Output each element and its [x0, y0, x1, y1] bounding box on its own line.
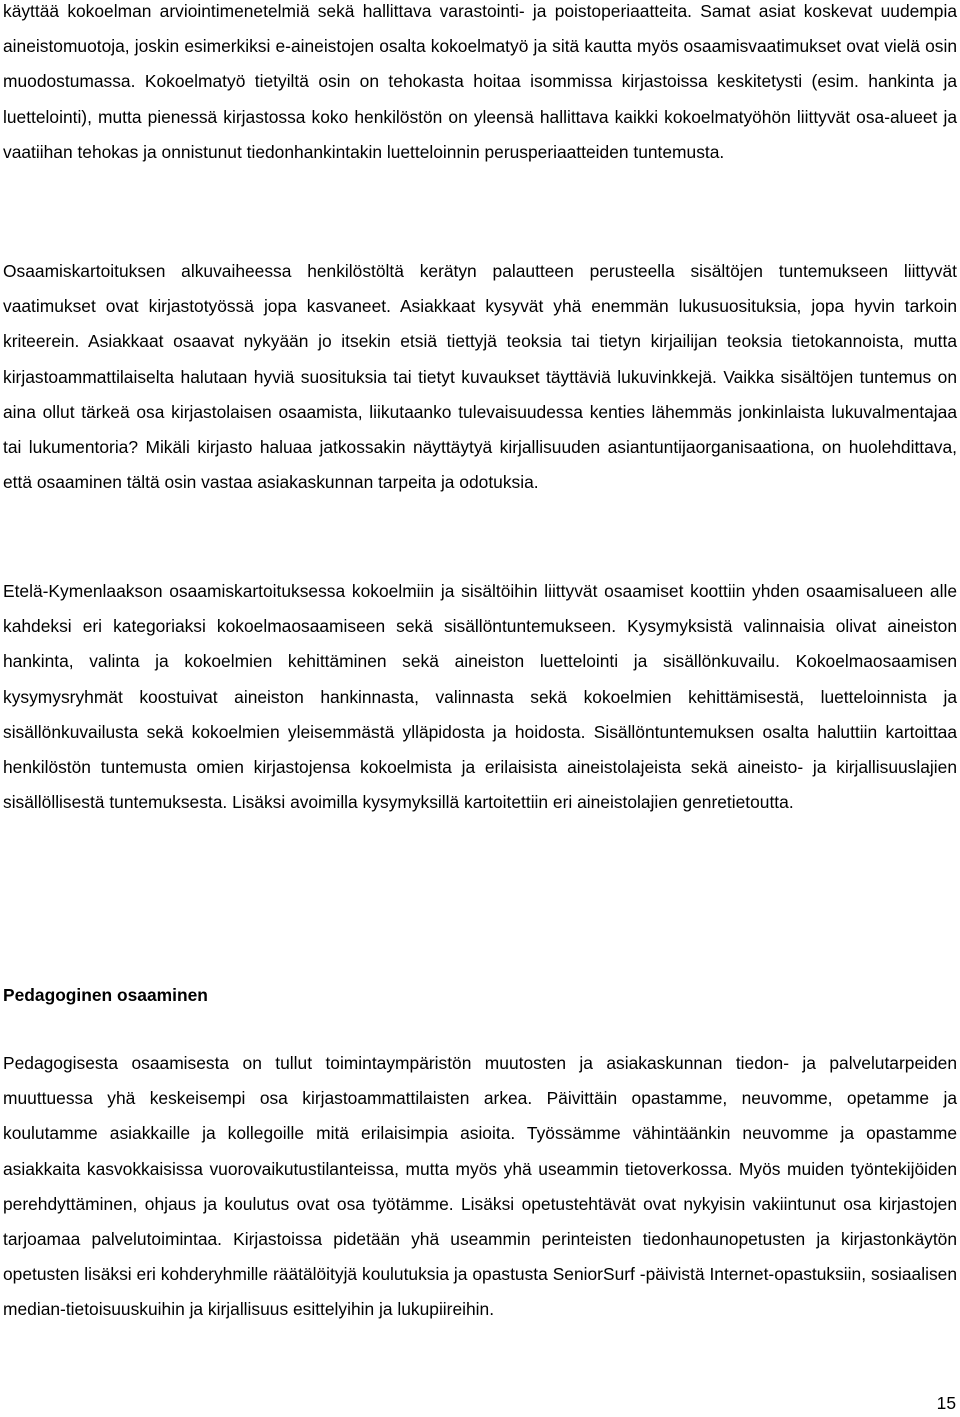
body-paragraph: käyttää kokoelman arviointimenetelmiä sekä hallittava varastointi- ja poistoperiaatteita. Samat asiat koskevat uudempia aineistomuotoja, joskin esimerkiksi e-aineistojen osalta kokoelmatyö ja sitä kautta myös osaamisvaatimukset ovat vielä osin muodostumassa. Kokoelmatyö tietyiltä osin on tehokasta hoitaa isommissa kirjastoissa keskitetysti (esim. hankinta ja luettelointi), mutta pienessä kirjastossa koko henkilöstön on yleensä hallittava kaikki kokoelmatyöhön liittyvät osa-alueet ja vaatiihan tehokas ja onnistunut tiedonhankintakin luetteloinnin perusperiaatteiden tuntemusta.: [3, 1, 957, 162]
section-paragraph: Pedagogisesta osaamisesta on tullut toimintaympäristön muutosten ja asiakaskunnan tiedon- ja palvelutarpeiden muuttuessa yhä keskeisempi osa kirjastoammattilaisten arkea. Päivittäin opastamme, neuvomme, opetamme ja koulutamme asiakkaille ja kollegoille mitä erilaisimpia asioita. Työssämme vähintäänkin neuvomme ja opastamme asiakkaita kasvokkaisissa vuorovaikutustilanteissa, mutta myös yhä useammin tietoverkossa. Myös muiden työntekijöiden perehdyttäminen, ohjaus ja koulutus ovat osa työtämme. Lisäksi opetustehtävät ovat nykyisin vakiintunut osa kirjastojen tarjoamaa palvelutoimintaa. Kirjastoissa pidetään yhä useammin perinteisten tiedonhaunopetusten ja kirjastonkäytön opetusten lisäksi eri kohderyhmille räätälöityjä koulutuksia ja opastusta SeniorSurf -päivistä Internet-opastuksiin, sosiaalisen median-tietoisuuskuihin ja kirjallisuus esittelyihin ja lukupiireihin.: [3, 1053, 957, 1320]
page-number: 15: [936, 1393, 956, 1413]
body-paragraph: Etelä-Kymenlaakson osaamiskartoituksessa kokoelmiin ja sisältöihin liittyvät osaamiset koottiin yhden osaamisalueen alle kahdeksi eri kategoriaksi kokoelmaosaamiseen sekä sisällöntuntemukseen. Kysymyksistä valinnaisia olivat aineiston hankinta, valinta ja kokoelmien kehittäminen sekä aineiston luettelointi ja sisällönkuvailu. Kokoelmaosaamisen kysymysryhmät koostuivat aineiston hankinnasta, valinnasta sekä kokoelmien kehittämisestä, luetteloinnista ja sisällönkuvailusta sekä kokoelmien yleisemmästä ylläpidosta ja hoidosta. Sisällöntuntemuksen osalta haluttiin kartoittaa henkilöstön tuntemusta omien kirjastojensa kokoelmista ja erilaisista aineistolajeista sekä aineisto- ja kirjallisuuslajien sisällöllisestä tuntemuksesta. Lisäksi avoimilla kysymyksillä kartoitettiin eri aineistolajien genretietoutta.: [3, 581, 957, 813]
section-heading: Pedagoginen osaaminen: [3, 985, 208, 1005]
body-paragraph: Osaamiskartoituksen alkuvaiheessa henkilöstöltä kerätyn palautteen perusteella sisältöjen tuntemukseen liittyvät vaatimukset ovat kirjastotyössä jopa kasvaneet. Asiakkaat kysyvät yhä enemmän lukusuosituksia, jopa hyvin tarkoin kriteerein. Asiakkaat osaavat nykyään jo itsekin etsiä tiettyjä teoksia tai tietyn kirjailijan teoksia tietokannoista, mutta kirjastoammattilaiselta halutaan hyviä suosituksia tai tietyt kuvaukset täyttäviä lukuvinkkejä. Vaikka sisältöjen tuntemus on aina ollut tärkeä osa kirjastolaisen osaamista, liikutaanko tulevaisuudessa kenties lähemmäs jonkinlaista lukuvalmentajaa tai lukumentoria? Mikäli kirjasto haluaa jatkossakin näyttäytyä kirjallisuuden asiantuntijaorganisaationa, on huolehdittava, että osaaminen tältä osin vastaa asiakaskunnan tarpeita ja odotuksia.: [3, 261, 957, 493]
